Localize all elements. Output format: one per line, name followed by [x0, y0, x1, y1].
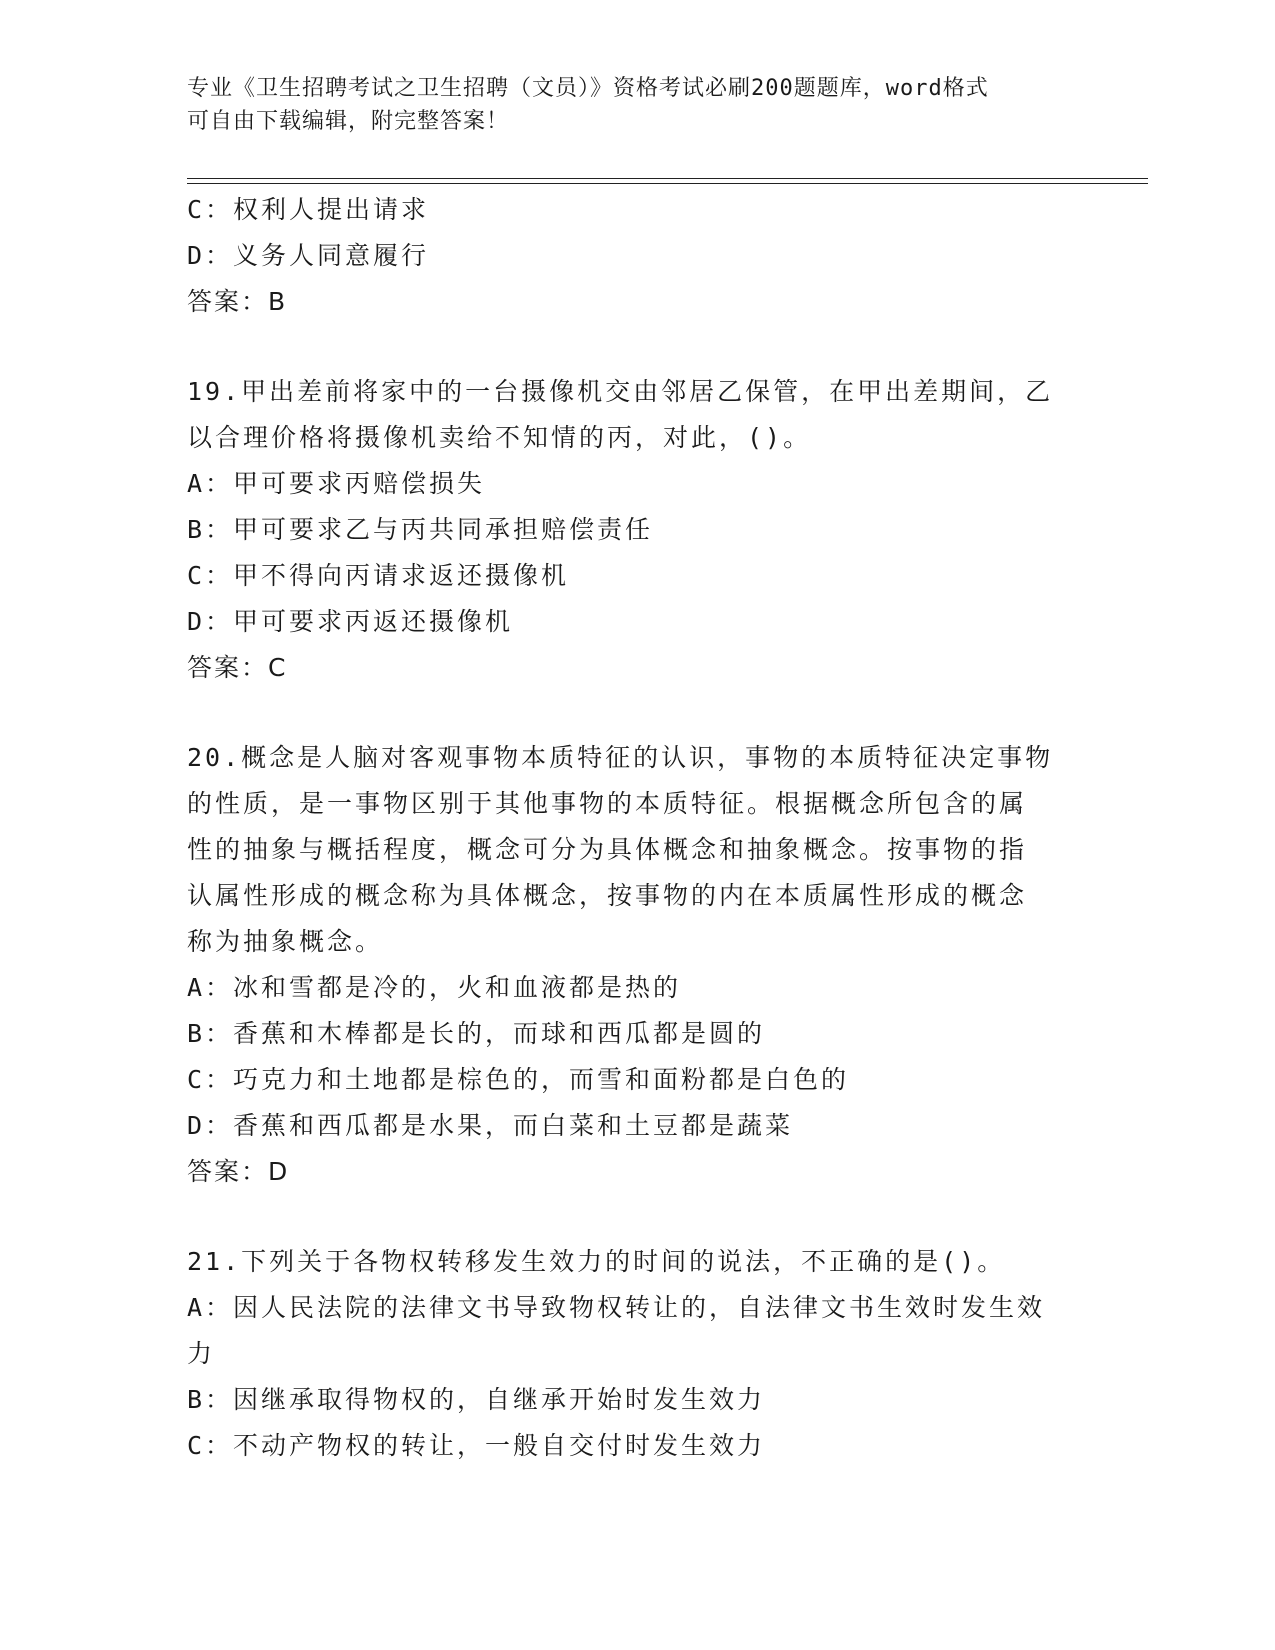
question-18: [187, 187, 1087, 325]
q21-option-a-line-2: 力: [187, 1339, 216, 1368]
q20-answer: 答案：D: [187, 1157, 290, 1186]
q19-answer: 答案：C: [187, 653, 288, 682]
header-line-1: 专业《卫生招聘考试之卫生招聘（文员）》资格考试必刷200题题库，word格式: [187, 76, 989, 101]
q19-stem-line-1: 19.甲出差前将家中的一台摄像机交由邻居乙保管，在甲出差期间，乙: [187, 377, 1054, 406]
q20-stem-line-3: 性的抽象与概括程度，概念可分为具体概念和抽象概念。按事物的指: [187, 835, 1028, 864]
q20-stem-line-4: 认属性形成的概念称为具体概念，按事物的内在本质属性形成的概念: [187, 881, 1028, 910]
q19-stem-line-2: 以合理价格将摄像机卖给不知情的丙，对此，()。: [187, 423, 812, 452]
q21-option-c: C：不动产物权的转让，一般自交付时发生效力: [187, 1431, 766, 1460]
question-19: [187, 369, 1087, 691]
q19-option-b: B：甲可要求乙与丙共同承担赔偿责任: [187, 515, 654, 544]
q18-option-d: D：义务人同意履行: [187, 241, 430, 270]
q21-option-a-line-1: A：因人民法院的法律文书导致物权转让的，自法律文书生效时发生效: [187, 1293, 1046, 1322]
q21-stem: 21.下列关于各物权转移发生效力的时间的说法，不正确的是()。: [187, 1247, 1006, 1276]
q20-stem-line-5: 称为抽象概念。: [187, 927, 384, 956]
spacer: [187, 325, 1087, 369]
q19-option-c: C：甲不得向丙请求返还摄像机: [187, 561, 570, 590]
q20-option-d: D：香蕉和西瓜都是水果，而白菜和土豆都是蔬菜: [187, 1111, 794, 1140]
question-content: [187, 187, 1087, 1469]
q20-option-b: B：香蕉和木棒都是长的，而球和西瓜都是圆的: [187, 1019, 766, 1048]
q20-option-a: A：冰和雪都是冷的，火和血液都是热的: [187, 973, 682, 1002]
question-21: [187, 1239, 1087, 1469]
spacer: [187, 691, 1087, 735]
q18-option-c: C：权利人提出请求: [187, 195, 430, 224]
q21-option-b: B：因继承取得物权的，自继承开始时发生效力: [187, 1385, 766, 1414]
q20-stem-line-1: 20.概念是人脑对客观事物本质特征的认识，事物的本质特征决定事物: [187, 743, 1054, 772]
question-20: [187, 735, 1087, 1195]
q20-option-c: C：巧克力和土地都是棕色的，而雪和面粉都是白色的: [187, 1065, 850, 1094]
document-header: [187, 72, 1087, 138]
q19-option-a: A：甲可要求丙赔偿损失: [187, 469, 486, 498]
header-divider: [187, 178, 1148, 184]
q19-option-d: D：甲可要求丙返还摄像机: [187, 607, 514, 636]
q18-answer: 答案：B: [187, 287, 288, 316]
header-line-2: 可自由下载编辑，附完整答案！: [187, 109, 510, 134]
q20-stem-line-2: 的性质，是一事物区别于其他事物的本质特征。根据概念所包含的属: [187, 789, 1028, 818]
spacer: [187, 1195, 1087, 1239]
